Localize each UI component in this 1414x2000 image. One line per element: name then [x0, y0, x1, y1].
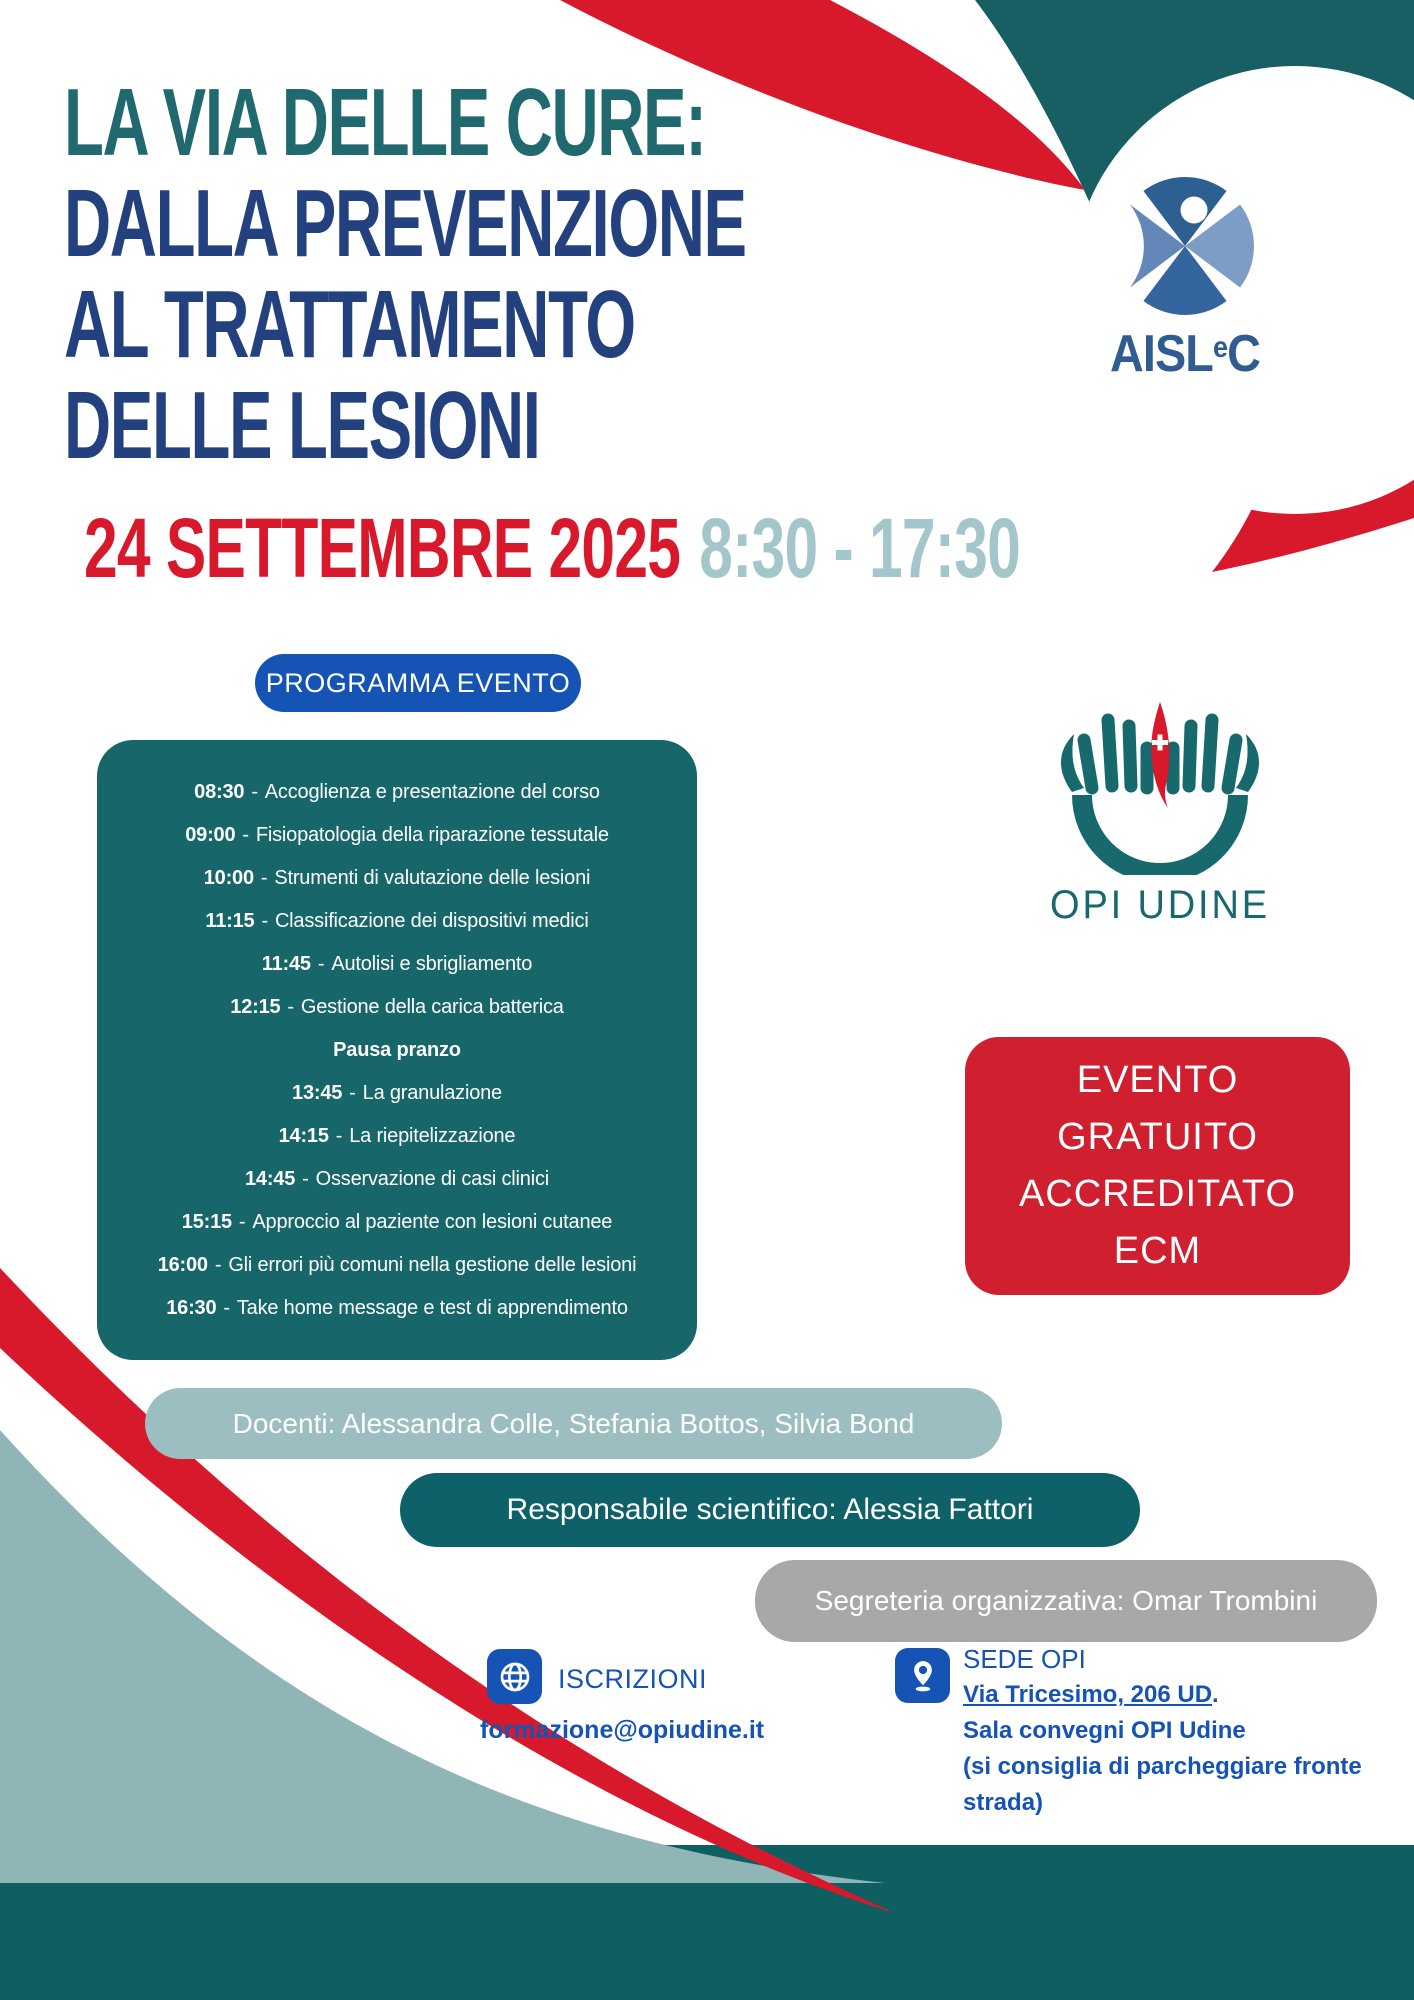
schedule-row: 11:15 - Classificazione dei dispositivi medici: [205, 909, 589, 932]
ecm-box-line: GRATUITO: [1057, 1116, 1258, 1158]
schedule-row: 11:45 - Autolisi e sbrigliamento: [261, 952, 533, 975]
title-line-1: LA VIA DELLE CURE:: [64, 69, 706, 176]
ecm-free-event-box: [965, 1037, 1350, 1295]
schedule-row: 16:00 - Gli errori più comuni nella gestione delle lesioni: [157, 1253, 637, 1276]
aislec-logo: [1085, 168, 1285, 383]
sede-address-line: Via Tricesimo, 206 UD.: [963, 1681, 1219, 1708]
schedule-row: 15:15 - Approccio al paziente con lesioni cutanee: [181, 1210, 613, 1233]
location-pin-icon: [904, 1657, 942, 1695]
schedule-row-pausa-pranzo: Pausa pranzo: [333, 1038, 461, 1061]
title-line-3: AL TRATTAMENTO: [64, 271, 635, 378]
event-date: 24 SETTEMBRE 2025: [84, 501, 681, 595]
responsabile-pill: Responsabile scientifico: Alessia Fattori: [400, 1473, 1140, 1547]
sede-info-block: [963, 1641, 1403, 1821]
schedule-row: 08:30 - Accoglienza e presentazione del corso: [194, 780, 600, 803]
sede-parking-note-1: (si consiglia di parcheggiare fronte: [963, 1753, 1362, 1780]
segreteria-pill: Segreteria organizzativa: Omar Trombini: [755, 1560, 1377, 1642]
iscrizioni-icon-tile: [487, 1649, 542, 1704]
aislec-logo-text: AISL$^e$C: [1109, 325, 1261, 383]
event-time: 8:30 - 17:30: [699, 501, 1021, 595]
email-link[interactable]: formazione@opiudine.it: [480, 1716, 765, 1744]
title-line-2: DALLA PREVENZIONE: [64, 170, 746, 277]
title-line-4: DELLE LESIONI: [64, 372, 540, 479]
event-datetime: [84, 500, 1020, 597]
opi-udine-logo: [1015, 700, 1305, 928]
sede-parking-note-2: strada): [963, 1789, 1044, 1816]
ecm-box-line: ACCREDITATO: [1018, 1173, 1297, 1215]
schedule-row: 12:15 - Gestione della carica batterica: [230, 995, 564, 1018]
globe-icon: [496, 1658, 534, 1696]
sede-label: SEDE OPI: [963, 1644, 1086, 1674]
iscrizioni-label: ISCRIZIONI: [558, 1664, 708, 1694]
opi-udine-logo-icon: [1020, 700, 1300, 875]
poster-title: [64, 69, 1067, 479]
schedule-row: 09:00 - Fisiopatologia della riparazione tessutale: [185, 823, 609, 846]
schedule-row: 10:00 - Strumenti di valutazione delle lesioni: [203, 866, 591, 889]
schedule-row: 13:45 - La granulazione: [292, 1081, 502, 1104]
ecm-box-line: EVENTO: [1076, 1059, 1239, 1101]
schedule-row: 16:30 - Take home message e test di apprendimento: [166, 1296, 628, 1319]
docenti-pill: Docenti: Alessandra Colle, Stefania Bottos, Silvia Bond: [145, 1388, 1002, 1459]
schedule-row: 14:15 - La riepitelizzazione: [278, 1124, 516, 1147]
opi-udine-logo-text: OPI UDINE: [1050, 883, 1270, 927]
address-link[interactable]: Via Tricesimo, 206 UD: [963, 1681, 1213, 1708]
schedule-row: 14:45 - Osservazione di casi clinici: [245, 1167, 549, 1190]
sede-venue: Sala convegni OPI Udine: [963, 1717, 1246, 1744]
sede-icon-tile: [895, 1648, 950, 1703]
ecm-box-line: ECM: [1113, 1230, 1202, 1272]
aislec-logo-icon: [1110, 168, 1260, 318]
schedule-box: [97, 740, 697, 1360]
program-event-button[interactable]: PROGRAMMA EVENTO: [255, 654, 581, 712]
